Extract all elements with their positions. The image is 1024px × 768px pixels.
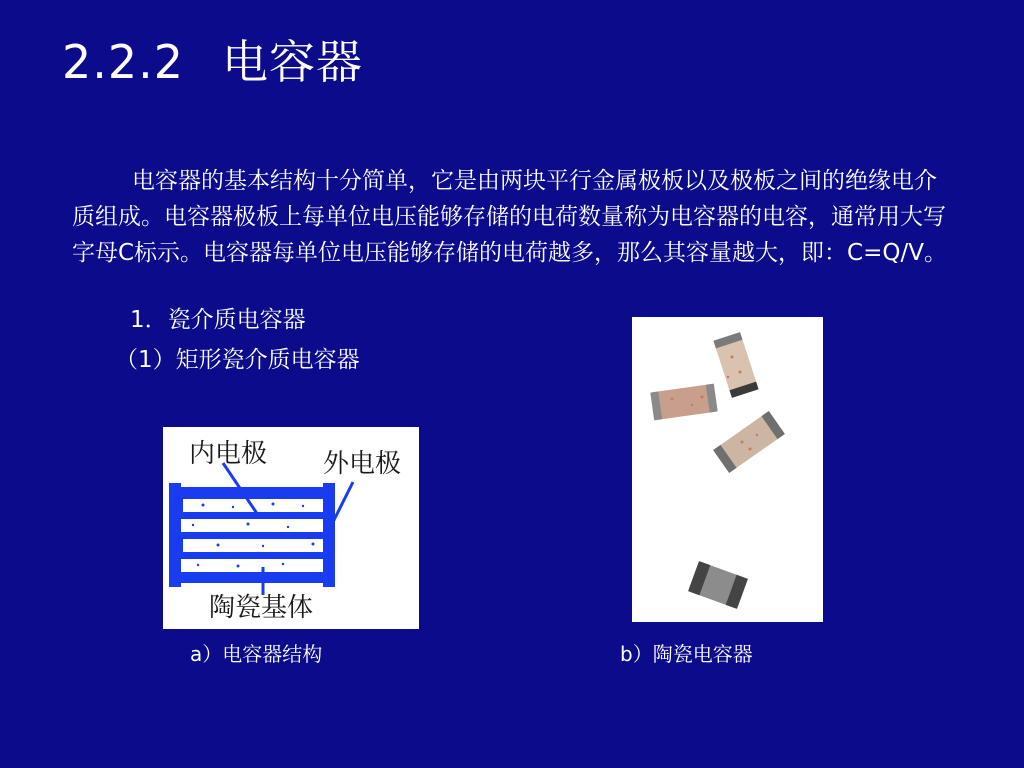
title-number: 2.2.2	[62, 35, 185, 89]
figure-b-caption: b）陶瓷电容器	[620, 642, 753, 666]
subsection-heading-rect-ceramic: （1）矩形瓷介质电容器	[115, 347, 360, 373]
figure-a-caption: a）电容器结构	[190, 642, 323, 666]
body-paragraph: 电容器的基本结构十分简单，它是由两块平行金属极板以及极板之间的绝缘电介质组成。电容器极板上每单位电压能够存储的电荷数量称为电容器的电容，通常用大写字母C标示。电容器每单位电压能够存储的电荷越多，那么其容量越大，即：C=Q/V。	[72, 168, 947, 266]
label-outer-electrode: 外电极	[323, 449, 402, 479]
ceramic-capacitor-illustration	[632, 317, 823, 622]
slide-title	[62, 32, 363, 92]
label-inner-electrode: 内电极	[189, 439, 268, 469]
label-ceramic-body: 陶瓷基体	[209, 593, 314, 623]
capacitor-structure-diagram	[163, 427, 419, 629]
section-heading-ceramic: 1．瓷介质电容器	[130, 307, 306, 333]
title-text: 电容器	[222, 35, 364, 89]
ceramic-capacitor-photo	[632, 317, 823, 622]
